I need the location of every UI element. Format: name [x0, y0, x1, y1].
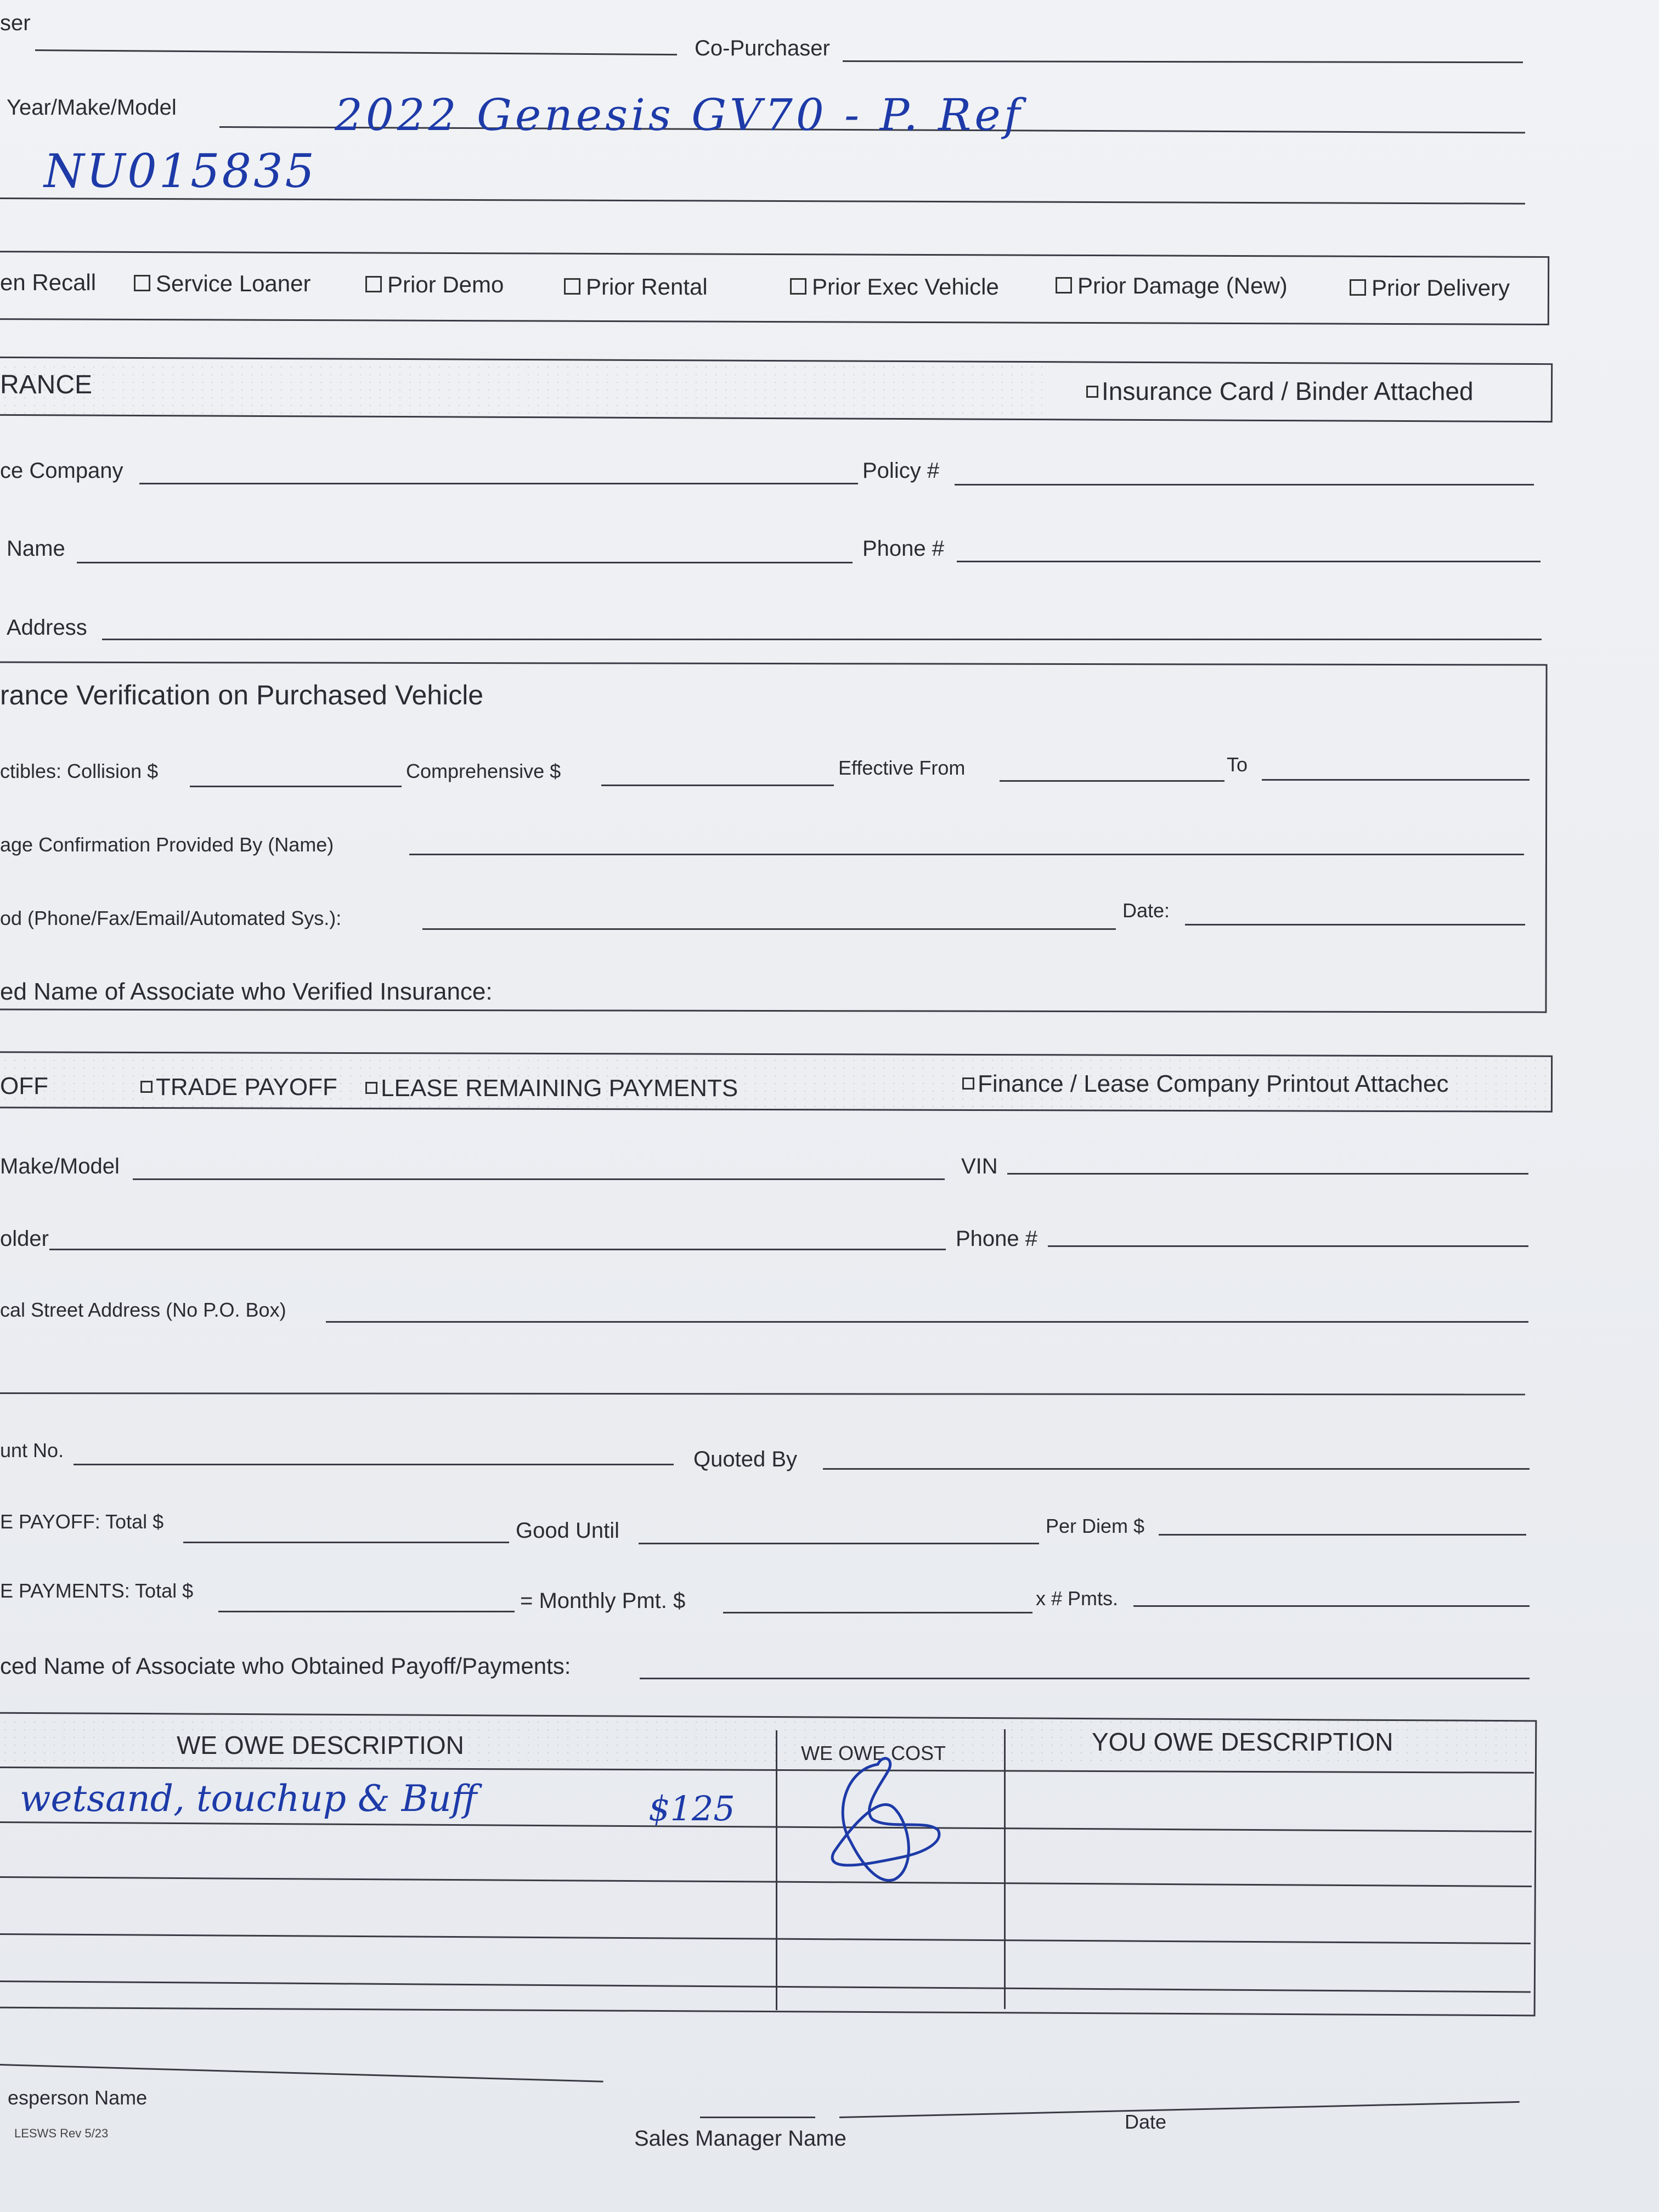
monthly-pmt-label: = Monthly Pmt. $ [520, 1589, 686, 1613]
option-prior-damage[interactable] [1056, 274, 1288, 297]
quoted-by-label: Quoted By [693, 1447, 798, 1471]
per-diem-label: Per Diem $ [1046, 1515, 1145, 1537]
payoff-associate-label: ced Name of Associate who Obtained Payoff/Payments: [0, 1653, 571, 1679]
ymm-label: Year/Make/Model [7, 95, 177, 120]
printout-attached-option[interactable] [962, 1072, 1449, 1096]
ins-address-label: Address [7, 616, 87, 640]
trade-payoff-option[interactable] [140, 1075, 337, 1099]
payoff-make-model-label: Make/Model [0, 1154, 120, 1178]
lease-remaining-label: LEASE REMAINING PAYMENTS [381, 1075, 738, 1102]
ins-company-label: ce Company [0, 459, 123, 483]
ins-phone-line[interactable] [957, 561, 1541, 562]
account-label: unt No. [0, 1439, 64, 1462]
vin-handwritten-value: NU015835 [44, 144, 317, 198]
purchaser-line[interactable] [35, 49, 677, 55]
sales-manager-name-label: Sales Manager Name [634, 2126, 847, 2151]
checkbox-icon[interactable] [962, 1077, 974, 1090]
option-prior-rental[interactable] [564, 275, 708, 298]
trade-payoff-total-line[interactable] [183, 1542, 509, 1543]
table-column-divider [776, 1730, 777, 2010]
purchaser-label: ser [0, 11, 31, 35]
confirmation-line[interactable] [409, 854, 1524, 855]
payoff-title: OFF [0, 1073, 48, 1099]
option-label: Prior Exec Vehicle [812, 274, 999, 300]
lease-payments-total-line[interactable] [218, 1611, 515, 1612]
signature-scribble [812, 1748, 955, 1896]
checkbox-icon[interactable] [790, 278, 806, 295]
comprehensive-label: Comprehensive $ [406, 760, 561, 782]
payoff-phone-label: Phone # [956, 1227, 1038, 1251]
street-address-label: cal Street Address (No P.O. Box) [0, 1299, 286, 1321]
checkbox-icon[interactable] [564, 278, 580, 295]
checkbox-icon[interactable] [365, 276, 382, 292]
lease-remaining-option[interactable] [365, 1076, 738, 1101]
option-prior-delivery[interactable] [1350, 276, 1510, 300]
ins-phone-label: Phone # [862, 537, 945, 561]
collision-line[interactable] [190, 786, 402, 787]
insurance-card-label: Insurance Card / Binder Attached [1102, 377, 1474, 405]
lease-payments-total-label: E PAYMENTS: Total $ [0, 1579, 194, 1602]
option-label: Service Loaner [156, 270, 311, 296]
form-code: LESWS Rev 5/23 [14, 2126, 109, 2140]
recall-label: en Recall [0, 269, 97, 295]
comprehensive-line[interactable] [601, 785, 834, 786]
we-owe-description-header: WE OWE DESCRIPTION [177, 1731, 464, 1759]
option-service-loaner[interactable] [134, 272, 311, 295]
checkbox-icon[interactable] [1056, 277, 1072, 294]
good-until-label: Good Until [516, 1519, 619, 1543]
street-address-line-2[interactable] [0, 1392, 1525, 1395]
sales-manager-sig-line[interactable] [700, 2117, 815, 2118]
salesperson-name-label: esperson Name [8, 2086, 148, 2109]
trade-payoff-total-label: E PAYOFF: Total $ [0, 1510, 164, 1533]
insurance-card-attached[interactable] [1086, 379, 1474, 404]
you-owe-description-header: YOU OWE DESCRIPTION [1092, 1728, 1393, 1756]
checkbox-icon[interactable] [1086, 386, 1098, 398]
policy-label: Policy # [862, 459, 940, 483]
we-owe-cost-header: WE OWE COST [801, 1742, 946, 1764]
per-diem-line[interactable] [1159, 1534, 1526, 1536]
to-line[interactable] [1262, 779, 1530, 781]
policy-line[interactable] [955, 484, 1534, 486]
salesperson-sig-line[interactable] [0, 2064, 603, 2083]
option-label: Prior Rental [586, 274, 708, 300]
option-label: Prior Delivery [1372, 275, 1510, 301]
option-label: Prior Damage (New) [1077, 273, 1288, 298]
printout-attached-label: Finance / Lease Company Printout Attachec [978, 1070, 1449, 1097]
lienholder-label: older [0, 1227, 49, 1251]
method-line[interactable] [422, 928, 1116, 930]
verif-associate-label: ed Name of Associate who Verified Insurance: [0, 978, 493, 1005]
ins-name-label: Name [7, 537, 65, 561]
table-column-divider [1004, 1729, 1006, 2009]
effective-from-label: Effective From [838, 757, 966, 779]
to-label: To [1227, 753, 1248, 776]
effective-from-line[interactable] [1000, 780, 1224, 782]
ins-address-line[interactable] [102, 639, 1542, 640]
option-label: Prior Demo [387, 272, 504, 297]
ins-name-line[interactable] [77, 562, 853, 563]
lienholder-line[interactable] [49, 1249, 946, 1250]
verification-title: rance Verification on Purchased Vehicle [0, 680, 484, 710]
option-prior-demo[interactable] [365, 273, 504, 296]
payoff-make-model-line[interactable] [133, 1178, 945, 1180]
good-until-line[interactable] [639, 1543, 1039, 1544]
verif-date-label: Date: [1122, 899, 1170, 922]
payoff-vin-label: VIN [961, 1154, 998, 1178]
checkbox-icon[interactable] [1350, 279, 1366, 296]
checkbox-icon[interactable] [365, 1082, 377, 1094]
payoff-vin-line[interactable] [1007, 1173, 1528, 1175]
method-label: od (Phone/Fax/Email/Automated Sys.): [0, 907, 342, 929]
confirmation-label: age Confirmation Provided By (Name) [0, 833, 334, 856]
payoff-associate-line[interactable] [640, 1678, 1530, 1679]
copurchaser-label: Co-Purchaser [695, 36, 830, 60]
toner-speckle [0, 363, 1042, 416]
monthly-pmt-line[interactable] [723, 1612, 1032, 1613]
we-owe-row1-amount[interactable]: $125 [648, 1788, 735, 1829]
sales-manager-sig-line-2[interactable] [839, 2101, 1520, 2118]
ins-company-line[interactable] [139, 483, 858, 484]
vin-line[interactable] [0, 198, 1525, 205]
num-pmts-label: x # Pmts. [1036, 1587, 1119, 1610]
trade-payoff-label: TRADE PAYOFF [156, 1074, 337, 1101]
footer-date-label: Date [1125, 2111, 1167, 2133]
we-owe-row1-description[interactable]: wetsand, touchup & Buff [20, 1778, 477, 1820]
num-pmts-line[interactable] [1133, 1605, 1530, 1607]
payoff-phone-line[interactable] [1048, 1245, 1528, 1247]
account-line[interactable] [74, 1464, 674, 1465]
checkbox-icon[interactable] [140, 1081, 153, 1093]
copurchaser-line[interactable] [843, 60, 1523, 63]
deductibles-label: ctibles: Collision $ [0, 760, 159, 782]
option-prior-exec-vehicle[interactable] [790, 275, 999, 298]
verif-date-line[interactable] [1185, 924, 1525, 926]
street-address-line[interactable] [326, 1321, 1528, 1323]
checkbox-icon[interactable] [134, 275, 150, 291]
insurance-title: RANCE [0, 370, 93, 399]
quoted-by-line[interactable] [823, 1468, 1530, 1470]
ymm-handwritten-value: 2022 Genesis GV70 - P. Ref [335, 89, 1024, 140]
